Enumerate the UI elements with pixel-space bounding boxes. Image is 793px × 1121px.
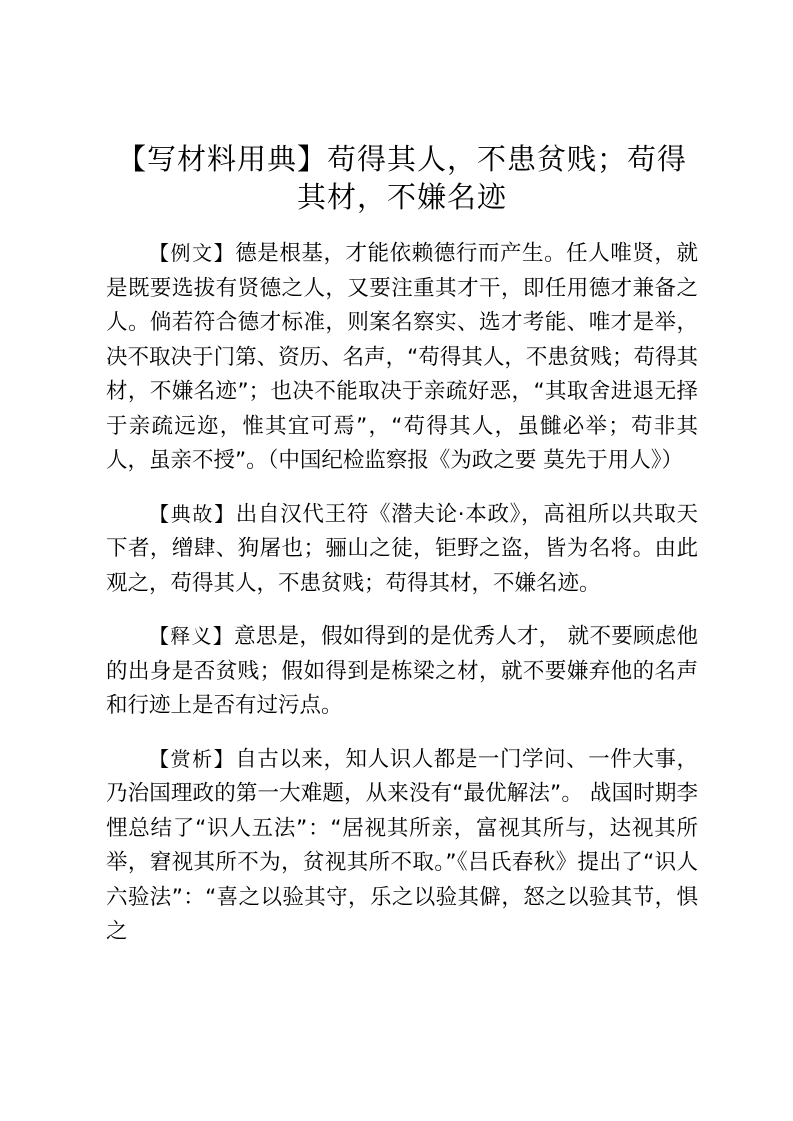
paragraph-text: 自古以来，知人识人都是一门学问、一件大事，乃治国理政的第一大难题，从来没有“最优解法”。 战国时期李悝总结了“识人五法”：“居视其所亲，富视其所与，达视其所举，窘视其所不为，贫视其所不取。”《吕氏春秋》提出了“识人六验法”：“喜之以验其守，乐之以验其僻，怒之以验其节，惧之: [106, 746, 698, 944]
paragraph-text: 德是根基，才能依赖德行而产生。任人唯贤，就是既要选拔有贤德之人，又要注重其才干，即任用德才兼备之人。倘若符合德才标准，则案名察实、选才考能、唯才是举，决不取决于门第、资历、名声，“苟得其人，不患贫贱；苟得其材，不嫌名迹”；也决不能取决于亲疏好恶，“其取舍进退无择于亲疏远迩，惟其宜可焉”，“苟得其人，虽雠必举；苟非其人，虽亲不授”。（中国纪检监察报《为政之要 莫先于用人》）: [106, 241, 698, 473]
paragraph-example: [106, 236, 698, 479]
paragraph-tag: 【赏析】: [149, 746, 236, 771]
paragraph-text: 意思是，假如得到的是优秀人才， 就不要顾虑他的出身是否贫贱；假如得到是栋梁之材，就不要嫌弃他的名声和行迹上是否有过污点。: [106, 624, 699, 718]
paragraph-tag: 【例文】: [149, 241, 236, 265]
paragraph-tag: 【释义】: [149, 624, 235, 648]
paragraph-appreciation: [106, 742, 698, 950]
paragraph-meaning: [106, 619, 698, 724]
document-title: 【写材料用典】苟得其人，不患贫贱；苟得其材，不嫌名迹: [116, 142, 687, 214]
paragraph-tag: 【典故】: [149, 501, 236, 526]
paragraph-allusion: [106, 497, 698, 602]
paragraph-text: 出自汉代王符《潜夫论·本政》，高祖所以共取天下者，缯肆、狗屠也；骊山之徒，钜野之盗，皆为名将。由此观之，苟得其人，不患贫贱；苟得其材，不嫌名迹。: [106, 501, 699, 596]
